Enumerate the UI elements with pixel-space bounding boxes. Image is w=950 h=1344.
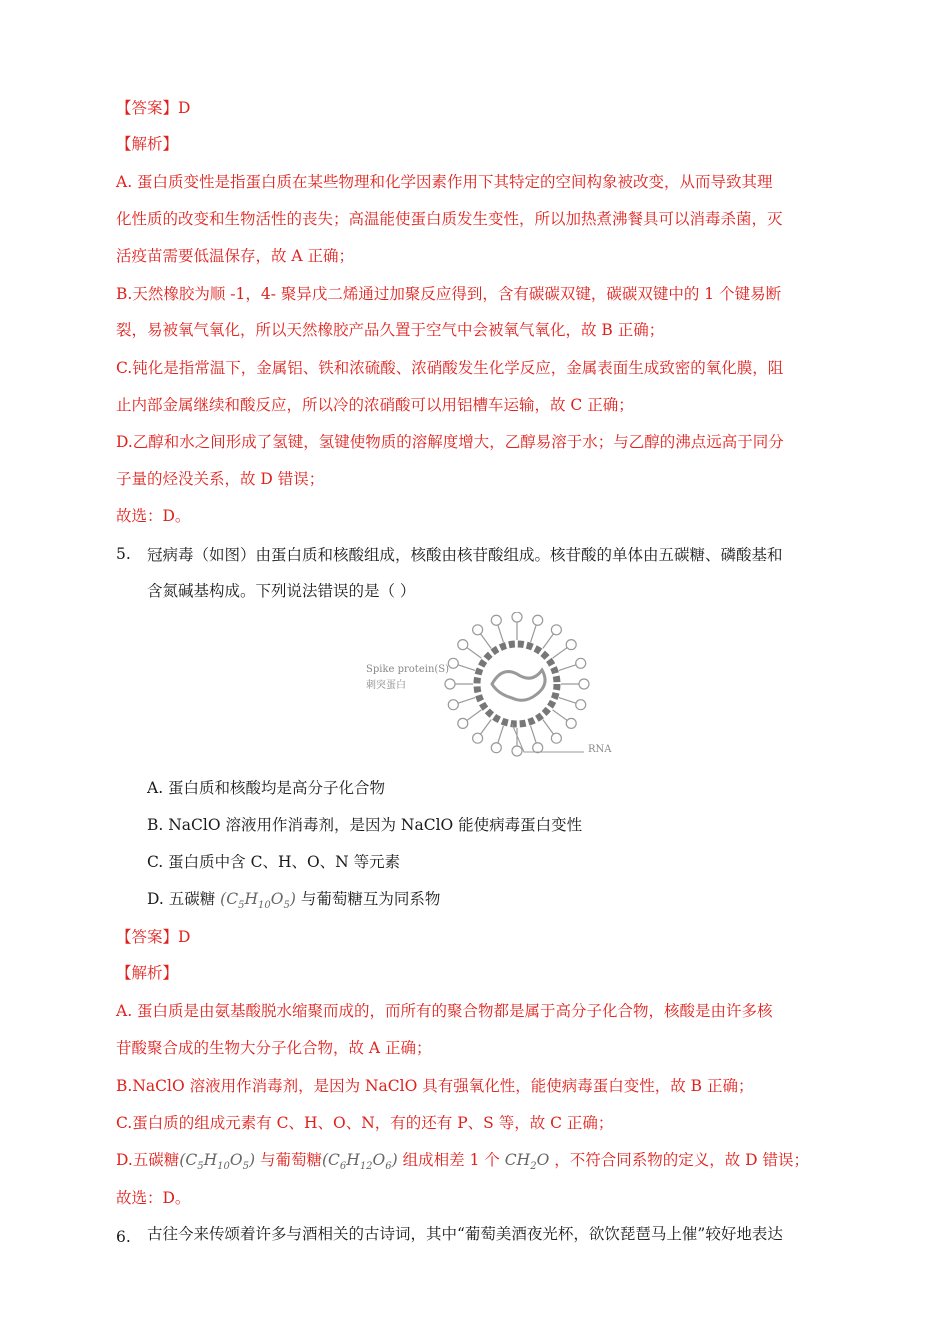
spike-stem (531, 726, 537, 743)
spike-stem (467, 710, 482, 721)
analysis-label-1: 【解析】 (116, 135, 179, 153)
spike-head (533, 743, 543, 753)
analysis-a-line-2: 化性质的改变和生物活性的丧失；高温能使蛋白质发生变性，所以加热煮沸餐具可以消毒杀菌，灭 (116, 210, 783, 228)
spike-head (512, 746, 522, 756)
spike-head (448, 658, 458, 668)
spike-head (458, 640, 468, 650)
virus-figure (362, 612, 612, 767)
figure-label-rna: RNA (588, 744, 612, 755)
analysis-d-line-1: D.乙醇和水之间形成了氢键，氢键使物质的溶解度增大，乙醇易溶于水；与乙醇的沸点远高于同分 (116, 433, 784, 451)
spike-head (576, 700, 586, 710)
analysis2-d-mid2: 组成相差 1 个 (402, 1151, 500, 1169)
answer-label-2: 【答案】D (116, 928, 191, 946)
spike-head (551, 625, 561, 635)
analysis2-d-prefix: D.五碳糖 (116, 1151, 180, 1169)
analysis-a-line-3: 活疫苗需要低温保存，故 A 正确； (116, 247, 355, 265)
spike-head (458, 718, 468, 728)
spike-head (473, 625, 483, 635)
spike-stem (543, 634, 554, 649)
spike-stem (481, 720, 492, 735)
option-d-formula: $(C_5H_{10}O_5)$ (220, 890, 296, 912)
question-6-text-line-1: 古往今来传颂着许多与酒相关的古诗词，其中“葡萄美酒夜光杯，欲饮琵琶马上催”较好地表达 (147, 1225, 783, 1243)
spike-head (579, 679, 589, 689)
analysis-a-line-1: A. 蛋白质变性是指蛋白质在某些物理和化学因素作用下其特定的空间构象被改变，从而导致其理 (116, 173, 773, 191)
spike-head (445, 679, 455, 689)
spike-stem (498, 726, 504, 743)
analysis-label-2: 【解析】 (116, 964, 179, 982)
spike-stem (498, 625, 504, 642)
analysis-d-line-2: 子量的烃没关系，故 D 错误； (116, 470, 325, 488)
spike-stem (559, 665, 576, 671)
option-d-prefix: D. 五碳糖 (147, 890, 216, 908)
question-6-number: 6. (116, 1228, 131, 1246)
option-a: A. 蛋白质和核酸均是高分子化合物 (147, 779, 386, 797)
analysis2-a-line-1: A. 蛋白质是由氨基酸脱水缩聚而成的，而所有的聚合物都是属于高分子化合物，核酸是由许多核 (116, 1002, 773, 1020)
choice-2: 故选：D。 (116, 1189, 191, 1207)
spike-stem (553, 648, 568, 659)
spike-head (566, 718, 576, 728)
spike-stem (543, 720, 554, 735)
analysis2-d-mid: 与葡萄糖 (259, 1151, 322, 1169)
analysis-c-line-2: 止内部金属继续和酸反应，所以冷的浓硝酸可以用铝槽车运输，故 C 正确； (116, 396, 634, 414)
figure-label-spike-cn: 刺突蛋白 (366, 680, 406, 691)
question-5-text-line-2: 含氮碱基构成。下列说法错误的是（ ） (147, 582, 416, 600)
spike-head (491, 615, 501, 625)
analysis2-d (116, 1150, 809, 1177)
analysis-c-line-1: C.钝化是指常温下，金属铝、铁和浓硫酸、浓硝酸发生化学反应，金属表面生成致密的氧化膜，阻 (116, 359, 784, 377)
spike-stem (481, 634, 492, 649)
analysis2-d-formula-1: $(C_5H_{10}O_5)$ (179, 1151, 256, 1173)
question-5-number: 5. (116, 545, 131, 563)
analysis2-c: C.蛋白质的组成元素有 C、H、O、N，有的还有 P、S 等，故 C 正确； (116, 1114, 614, 1132)
spike-stem (531, 625, 537, 642)
choice-1: 故选：D。 (116, 507, 191, 525)
analysis2-a-line-2: 苷酸聚合成的生物大分子化合物，故 A 正确； (116, 1039, 432, 1057)
option-d (147, 889, 440, 916)
spike-head (533, 615, 543, 625)
spike-stem (553, 710, 568, 721)
analysis2-d-formula-3: $CH_2O$ (504, 1151, 550, 1173)
spike-stem (559, 698, 576, 704)
option-c: C. 蛋白质中含 C、H、O、N 等元素 (147, 853, 401, 871)
spike-head (566, 640, 576, 650)
spike-stem (467, 648, 482, 659)
analysis-b-line-2: 裂，易被氧气氧化，所以天然橡胶产品久置于空气中会被氧气氧化，故 B 正确； (116, 321, 665, 339)
analysis2-b: B.NaClO 溶液用作消毒剂，是因为 NaClO 具有强氧化性，能使病毒蛋白变性，故 B 正确； (116, 1077, 754, 1095)
option-b: B. NaClO 溶液用作消毒剂，是因为 NaClO 能使病毒蛋白变性 (147, 816, 583, 834)
option-d-suffix: 与葡萄糖互为同系物 (300, 890, 441, 908)
spike-head (551, 733, 561, 743)
answer-label-1: 【答案】D (116, 99, 191, 117)
spike-head (512, 612, 522, 622)
analysis2-d-suffix: ，不符合同系物的定义，故 D 错误； (554, 1151, 810, 1169)
spike-head (448, 700, 458, 710)
virus-rna-core (492, 670, 545, 700)
spike-stem (458, 665, 475, 671)
analysis-b-line-1: B.天然橡胶为顺 -1，4- 聚异戊二烯通过加聚反应得到，含有碳碳双键，碳碳双键中的 1 个键易断 (116, 285, 782, 303)
spike-head (491, 743, 501, 753)
spike-head (473, 733, 483, 743)
question-5-text-line-1: 冠病毒（如图）由蛋白质和核酸组成，核酸由核苷酸组成。核苷酸的单体由五碳糖、磷酸基和 (147, 546, 783, 564)
analysis2-d-formula-2: $(C_6H_{12}O_6)$ (321, 1151, 398, 1173)
spike-stem (458, 698, 475, 704)
figure-label-spike: Spike protein(S) (366, 664, 450, 675)
spike-head (576, 658, 586, 668)
